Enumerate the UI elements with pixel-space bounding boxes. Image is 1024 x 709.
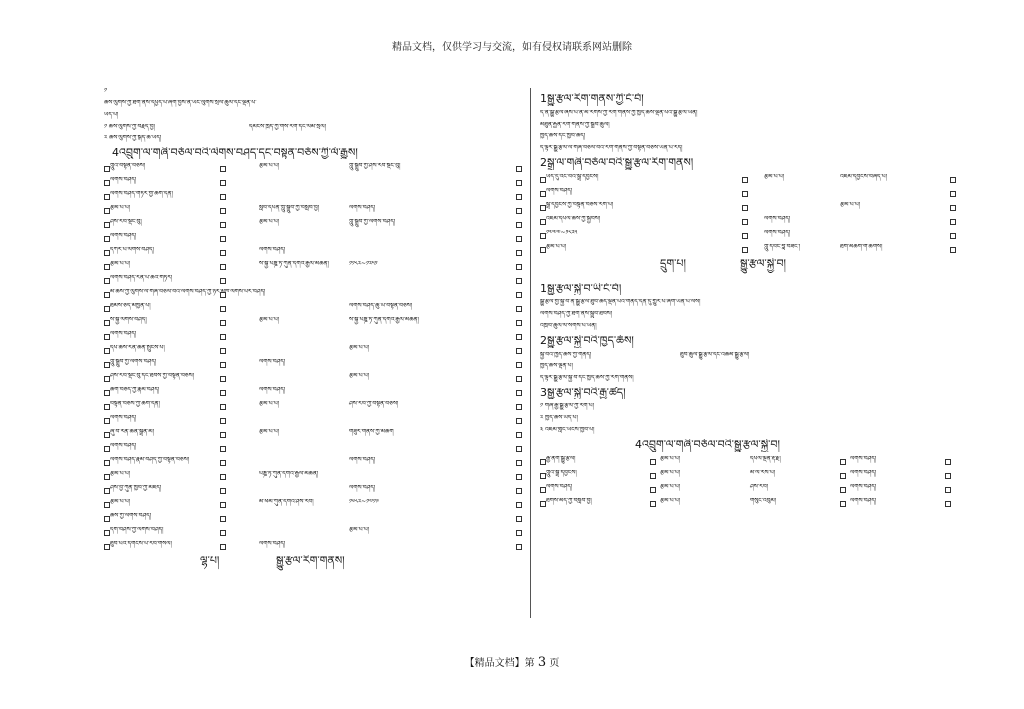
footer-prefix: 【精品文档】第 bbox=[464, 658, 535, 669]
checkbox-icon bbox=[104, 516, 110, 522]
row-cell: ཀླུའི་སྒྲ་དབྱངས། bbox=[546, 469, 577, 476]
checkbox-icon bbox=[220, 362, 226, 368]
checkbox-icon bbox=[104, 264, 110, 270]
table-row bbox=[540, 498, 958, 509]
row-cell: རྩོམ་པ་པོ། bbox=[110, 471, 131, 478]
checkbox-icon bbox=[104, 376, 110, 382]
row-cell: ལེགས་བཤད། bbox=[850, 469, 877, 476]
checkbox-icon bbox=[516, 222, 522, 228]
checkbox-icon bbox=[516, 460, 522, 466]
checkbox-icon bbox=[104, 530, 110, 536]
checkbox-icon bbox=[742, 247, 748, 253]
row-cell: ལེགས་བཤད། bbox=[110, 233, 137, 240]
row-cell: རྩོམ་པ་པོ། bbox=[660, 483, 681, 490]
checkbox-icon bbox=[104, 404, 110, 410]
table-row bbox=[540, 470, 958, 481]
checkbox-icon bbox=[220, 320, 226, 326]
row-cell: རྩོམ་པ་པོ། bbox=[764, 173, 785, 180]
table-row bbox=[104, 415, 522, 426]
row-cell: ལེགས་བཤད། bbox=[764, 215, 791, 222]
row-cell: འཇམ་དབྱངས་བཞད་པ། bbox=[840, 173, 887, 180]
row-cell: ལེགས་བཤད། bbox=[850, 483, 877, 490]
row-cell: རྩོམ་པ་པོ། bbox=[349, 527, 370, 534]
checkbox-icon bbox=[220, 516, 226, 522]
checkbox-icon bbox=[516, 278, 522, 284]
left-line: ༢ ཆོས་ལུགས་ཀྱི་སྐད་ཆ་ཡོད། bbox=[104, 134, 162, 141]
checkbox-icon bbox=[104, 166, 110, 172]
checkbox-icon bbox=[950, 205, 956, 211]
checkbox-icon bbox=[516, 306, 522, 312]
checkbox-icon bbox=[104, 222, 110, 228]
checkbox-icon bbox=[742, 233, 748, 239]
row-cell: ལེགས་བཤད། bbox=[110, 331, 137, 338]
row-cell: སློབ་དཔོན་ཀླུ་སྒྲུབ་ཀྱི་བསླབ་བྱ། bbox=[259, 205, 320, 212]
chapter-number: དྲུག་པ། bbox=[660, 257, 686, 270]
row-cell: རྩོམ་པ་པོ། bbox=[259, 317, 280, 324]
checkbox-icon bbox=[540, 233, 546, 239]
table-row bbox=[104, 359, 522, 370]
checkbox-icon bbox=[104, 544, 110, 550]
checkbox-icon bbox=[104, 446, 110, 452]
checkbox-icon bbox=[104, 306, 110, 312]
table-row bbox=[104, 485, 522, 496]
checkbox-icon bbox=[104, 208, 110, 214]
row-cell: ལེགས་བཤད། bbox=[850, 497, 877, 504]
right-line: དེ་ནི་སྒྱུ་རྩལ་ཞེས་པ་ནི་མི་རིགས་ཀྱི་རིག་གནས་ཀྱི་ཁྱད་ཆོས་ལྡན་པའི་སྒྱུ་རྩལ་ཡིན། bbox=[540, 109, 698, 116]
checkbox-icon bbox=[220, 418, 226, 424]
checkbox-icon bbox=[516, 516, 522, 522]
row-cell: རྩོམ་པ་པོ། bbox=[840, 201, 861, 208]
left-line: ཡོད་པ། bbox=[104, 111, 119, 118]
checkbox-icon bbox=[516, 348, 522, 354]
table-row bbox=[104, 457, 522, 468]
checkbox-icon bbox=[840, 487, 846, 493]
checkbox-icon bbox=[516, 180, 522, 186]
table-row bbox=[104, 261, 522, 272]
checkbox-icon bbox=[220, 208, 226, 214]
footer-suffix: 页 bbox=[549, 658, 560, 669]
row-cell: ལེགས་བཤད། bbox=[259, 541, 286, 548]
checkbox-icon bbox=[220, 236, 226, 242]
checkbox-icon bbox=[104, 292, 110, 298]
checkbox-icon bbox=[104, 194, 110, 200]
right-rows bbox=[540, 174, 958, 258]
checkbox-icon bbox=[220, 250, 226, 256]
table-row bbox=[104, 303, 522, 314]
row-cell: ཚིག་བཅད་ཀྱི་རྣམ་བཤད། bbox=[110, 387, 160, 394]
row-cell: ལེགས་བཤད་གཏེར་གྱི་ཚིག་དོན། bbox=[110, 191, 173, 198]
checkbox-icon bbox=[104, 348, 110, 354]
checkbox-icon bbox=[104, 250, 110, 256]
center-heading bbox=[540, 258, 958, 278]
table-row bbox=[104, 373, 522, 384]
row-cell: ལེགས་བཤད། bbox=[546, 483, 573, 490]
checkbox-icon bbox=[104, 236, 110, 242]
row-cell: ཀླུ་སྒྲུབ་ཀྱི་ལེགས་བཤད། bbox=[349, 219, 396, 226]
checkbox-icon bbox=[516, 390, 522, 396]
row-cell: རྩོམ་པ་པོ། bbox=[110, 205, 131, 212]
row-cell: ༡༧༧༧~༡༨༢༥ bbox=[546, 229, 578, 236]
table-row bbox=[540, 456, 958, 467]
checkbox-icon bbox=[540, 205, 546, 211]
right-line-right: ཐུབ་ཚུལ་སྒྱུ་རྩལ་དང་འཆམ་སྒྱུ་རྩལ། bbox=[680, 351, 750, 358]
row-cell: དཔལ་ལྡན་རྡོ་རྗེ། bbox=[750, 455, 781, 462]
checkbox-icon bbox=[516, 236, 522, 242]
row-cell: རྒྱ་ནག་སྒྱུ་རྩལ། bbox=[546, 455, 576, 462]
row-cell: མི་ལ་རས་པ། bbox=[750, 469, 776, 476]
checkbox-icon bbox=[516, 530, 522, 536]
row-cell: ཤེས་རབ། bbox=[750, 483, 769, 490]
right-line: ཁྱད་ཆོས་ལྡན་པ། bbox=[540, 362, 573, 369]
row-cell: རྩོམ་པ་པོ། bbox=[546, 243, 567, 250]
checkbox-icon bbox=[950, 247, 956, 253]
table-row bbox=[104, 191, 522, 202]
checkbox-icon bbox=[516, 376, 522, 382]
checkbox-icon bbox=[220, 180, 226, 186]
row-cell: ལེགས་བཤད། bbox=[349, 457, 376, 464]
row-cell: རྩོམ་པ་པོ། bbox=[259, 163, 280, 170]
page-footer bbox=[0, 654, 1024, 670]
row-cell: ༡༡༨༢~༡༢༥༡ bbox=[349, 261, 378, 268]
row-cell: ལེགས་བཤད། bbox=[764, 229, 791, 236]
checkbox-icon bbox=[516, 264, 522, 270]
checkbox-icon bbox=[104, 320, 110, 326]
checkbox-icon bbox=[220, 166, 226, 172]
checkbox-icon bbox=[950, 233, 956, 239]
checkbox-icon bbox=[220, 292, 226, 298]
checkbox-icon bbox=[540, 247, 546, 253]
checkbox-icon bbox=[104, 362, 110, 368]
right-line: སྒྱུ་རྩལ་གྱི་སྐྱེ་བ་ནི་སྒྱུ་རྩལ་ཐུབ་ཚད་ལྡན་པའི་གནད་དོན་དུ་གྱུར་པ་ཞིག་ཡིན་པ་ལས། bbox=[540, 299, 701, 306]
checkbox-icon bbox=[516, 418, 522, 424]
checkbox-icon bbox=[540, 177, 546, 183]
table-row bbox=[104, 331, 522, 342]
row-cell: ཀླུ་དབང་བློ་བཟང་། bbox=[764, 243, 801, 250]
section-heading: 3སྒྱུ་རྩལ་སྐྱེ་བའི་རྒྱ་ཚད། bbox=[540, 386, 626, 399]
table-row bbox=[104, 177, 522, 188]
row-cell: ལེགས་བཤད་ཆུ་ཡི་བསྟན་བཅོས། bbox=[349, 303, 413, 310]
table-row bbox=[540, 202, 958, 213]
checkbox-icon bbox=[104, 334, 110, 340]
table-row bbox=[540, 244, 958, 255]
checkbox-icon bbox=[950, 191, 956, 197]
checkbox-icon bbox=[840, 473, 846, 479]
row-cell: པཎྜི་ཏ་ཀུན་དགའ་རྒྱལ་མཚན། bbox=[259, 471, 319, 478]
checkbox-icon bbox=[742, 191, 748, 197]
checkbox-icon bbox=[220, 390, 226, 396]
row-cell: རྩོམ་པ་པོ། bbox=[660, 455, 681, 462]
right-line: དེ་ལྟར་སྒྱུ་རྩལ་ལ་གཞི་བཅོལ་བའི་རིག་གནས་ཀྱི་བསྟན་བཅོས་ཡིན་པ་རེད། bbox=[540, 145, 683, 152]
table-row bbox=[104, 513, 522, 524]
checkbox-icon bbox=[650, 473, 656, 479]
checkbox-icon bbox=[516, 208, 522, 214]
checkbox-icon bbox=[220, 194, 226, 200]
row-cell: ལེགས་བཤད་རྣམ་བཤད་ཀྱི་བསྟན་བཅོས། bbox=[110, 457, 190, 464]
checkbox-icon bbox=[950, 219, 956, 225]
checkbox-icon bbox=[516, 362, 522, 368]
checkbox-icon bbox=[945, 473, 951, 479]
checkbox-icon bbox=[540, 459, 546, 465]
row-cell: ཐོགས་མེད་ཀྱི་བསླབ་བྱ། bbox=[546, 497, 592, 504]
checkbox-icon bbox=[220, 278, 226, 284]
checkbox-icon bbox=[540, 473, 546, 479]
row-cell: རྩོམ་པ་པོ། bbox=[110, 261, 131, 268]
checkbox-icon bbox=[220, 544, 226, 550]
row-cell: ཐུབ་པའི་དགོངས་པ་རབ་གསལ། bbox=[110, 541, 172, 548]
section-heading: 1སྒྱུ་རྩལ་སྐྱེ་བ་ཡི་ངོ་བོ། bbox=[540, 282, 622, 295]
checkbox-icon bbox=[742, 205, 748, 211]
table-row bbox=[540, 174, 958, 185]
chapter-title: སྒྱུ་རྩལ་སྐྱེ་བ། bbox=[740, 257, 786, 270]
row-cell: ལེགས་བཤད། bbox=[110, 443, 137, 450]
row-cell: ལེགས་བཤད། bbox=[110, 177, 137, 184]
table-row bbox=[540, 216, 958, 227]
row-cell: འཇམ་དཔལ་ཆོས་ཀྱི་སྐྱབས། bbox=[546, 215, 601, 222]
checkbox-icon bbox=[220, 446, 226, 452]
table-row bbox=[540, 484, 958, 495]
table-row bbox=[104, 471, 522, 482]
row-cell: ཤེས་རབ་ཀྱི་བསྟན་བཅོས། bbox=[349, 401, 399, 408]
checkbox-icon bbox=[104, 502, 110, 508]
checkbox-icon bbox=[516, 166, 522, 172]
table-row bbox=[104, 443, 522, 454]
checkbox-icon bbox=[516, 446, 522, 452]
checkbox-icon bbox=[742, 177, 748, 183]
checkbox-icon bbox=[104, 278, 110, 284]
row-cell: ཐེག་མཆོག་གི་ཚོགས། bbox=[840, 243, 883, 250]
right-line: འཁྲབ་ཚུལ་ལ་སོགས་པ་ཡིན། bbox=[540, 323, 597, 330]
checkbox-icon bbox=[516, 488, 522, 494]
header-note: 精品文档，仅供学习与交流，如有侵权请联系网站删除 bbox=[392, 42, 632, 53]
section-heading: 4འབྲུག་ལ་གཞི་བཅོལ་བའི་ལེགས་བཤད་དང་བསྟན་བཅོས་ཀྱི་ལོ་རྒྱུས། bbox=[112, 146, 358, 159]
right-line bbox=[540, 352, 958, 363]
left-footer-heading bbox=[104, 555, 522, 575]
table-row bbox=[104, 345, 522, 356]
checkbox-icon bbox=[840, 459, 846, 465]
left-rows bbox=[104, 163, 522, 555]
row-cell: དཀར་པོ་ལེགས་བཤད། bbox=[110, 247, 154, 254]
checkbox-icon bbox=[220, 376, 226, 382]
right-line: ༣ འཛམ་གླིང་ཡོངས་ཁྱབ་པ། bbox=[540, 427, 595, 433]
table-row bbox=[104, 205, 522, 216]
row-cell: ཀླུའི་བསྟན་བཅོས། bbox=[110, 163, 146, 170]
row-cell: རྩོམ་པ་པོ། bbox=[660, 469, 681, 476]
row-cell: ས་སྐྱ་པཎྜི་ཏ་ཀུན་དགའ་རྒྱལ་མཚན། bbox=[259, 261, 329, 268]
table-row bbox=[104, 401, 522, 412]
row-cell: ཤེས་བྱ་ཀུན་ཁྱབ་ཀྱི་མཛོད། bbox=[110, 485, 162, 492]
section-heading: 4འབྲུག་ལ་གཞི་བཅོལ་བའི་སྒྱུ་རྩལ་སྐྱེ་བ། bbox=[635, 438, 780, 451]
checkbox-icon bbox=[516, 292, 522, 298]
row-cell: མི་ཆོས་ཀྱི་ལུགས་ལ་གཞི་བཅོལ་བའི་ལེགས་བཤད་ཀྱི་ཉེར་མཁོ་ལེགས་པར་བཤད། bbox=[110, 289, 266, 296]
table-row bbox=[104, 219, 522, 230]
checkbox-icon bbox=[220, 474, 226, 480]
checkbox-icon bbox=[220, 264, 226, 270]
chapter-title: སྒྱུ་རྩལ་རིག་གནས། bbox=[276, 555, 345, 568]
checkbox-icon bbox=[516, 432, 522, 438]
table-row bbox=[104, 289, 522, 300]
checkbox-icon bbox=[540, 487, 546, 493]
row-cell: བསྟན་བཅོས་ཀྱི་ཚིག་དོན། bbox=[110, 401, 160, 408]
row-cell: ས་སྐྱ་པཎྜི་ཏ་ཀུན་དགའ་རྒྱལ་མཚན། bbox=[349, 317, 419, 324]
row-cell: རྩོམ་པ་པོ། bbox=[110, 499, 131, 506]
row-cell: ཆོས་ཀྱི་ལེགས་བཤད། bbox=[110, 513, 152, 520]
table-row bbox=[104, 317, 522, 328]
checkbox-icon bbox=[220, 306, 226, 312]
checkbox-icon bbox=[220, 404, 226, 410]
checkbox-icon bbox=[516, 320, 522, 326]
row-cell: དགེ་བཤེས་ཀྱི་ལེགས་བཤད། bbox=[110, 527, 164, 534]
checkbox-icon bbox=[104, 488, 110, 494]
row-cell: ཤེས་རབ་སྡོང་བུ། bbox=[110, 219, 142, 226]
checkbox-icon bbox=[742, 219, 748, 225]
table-row bbox=[104, 527, 522, 538]
checkbox-icon bbox=[104, 474, 110, 480]
checkbox-icon bbox=[104, 180, 110, 186]
checkbox-icon bbox=[650, 459, 656, 465]
left-line: ཆོས་ལུགས་ཀྱི་ཐོག་ནས་དཔྱད་པ་ཞིག་བྱས་ན་ཡང་ལུགས་སྲོལ་ཚུལ་དང་ལྡན་པ་ bbox=[104, 99, 257, 106]
right-line: མཐུན་རྐྱེན་རིག་གནས་ཀྱི་སྒྲུབ་ཚུལ། bbox=[540, 121, 610, 128]
row-cell: ཞུ་བ་རིན་ཆེན་སྒྲོན་མེ། bbox=[110, 429, 154, 436]
checkbox-icon bbox=[220, 432, 226, 438]
checkbox-icon bbox=[840, 501, 846, 507]
section-heading: 2སྒྲ་ལ་གཞི་བཅོལ་བའི་སྒྱུ་རྩལ་རིག་གནས། bbox=[540, 157, 694, 170]
table-row bbox=[104, 499, 522, 510]
right-line: ༢ ཁྱད་ཆོས་ཡོད་པ། bbox=[540, 415, 578, 422]
checkbox-icon bbox=[104, 432, 110, 438]
left-line-text: ༡ ཆོས་ལུགས་ཀྱི་བརྗོད་བྱ། bbox=[104, 123, 155, 130]
right-rows bbox=[540, 456, 958, 512]
checkbox-icon bbox=[220, 348, 226, 354]
checkbox-icon bbox=[516, 404, 522, 410]
row-cell: ལེགས་བཤད། bbox=[349, 205, 376, 212]
chapter-number: ལྷ་པ། bbox=[200, 555, 220, 568]
checkbox-icon bbox=[540, 191, 546, 197]
checkbox-icon bbox=[950, 177, 956, 183]
checkbox-icon bbox=[220, 530, 226, 536]
checkbox-icon bbox=[104, 418, 110, 424]
row-cell: ལེགས་བཤད། bbox=[259, 359, 286, 366]
checkbox-icon bbox=[220, 334, 226, 340]
right-line: ༡ གཞི་རྒྱ་སྒྱུ་རྩལ་ཀྱི་རིག་པ། bbox=[540, 403, 594, 410]
row-cell: ༡༦༨༢~༡༧༡༩ bbox=[349, 499, 379, 506]
row-cell: ས་སྐྱ་ལེགས་བཤད། bbox=[110, 317, 147, 324]
row-cell: ཐམས་ཅད་མཁྱེན་པ། bbox=[110, 303, 151, 310]
row-cell: དཔེ་ཆོས་རིན་ཆེན་སྤུངས་པ། bbox=[110, 345, 165, 352]
row-cell: ཀླུ་སྒྲུབ་ཀྱི་ལེགས་བཤད། bbox=[110, 359, 157, 366]
row-cell: ཀླུ་སྒྲུབ་ཀྱི་ཤེས་རབ་སྡོང་བུ། bbox=[349, 163, 401, 170]
checkbox-icon bbox=[516, 544, 522, 550]
checkbox-icon bbox=[104, 460, 110, 466]
right-line: ལེགས་བཤད་ཀྱི་ཐོག་ནས་སྒྲུབ་ཐབས། bbox=[540, 311, 613, 318]
row-cell: ཤེས་རབ་སྡོང་བུ་དང་ཐབས་ཀྱི་བསྟན་བཅོས། bbox=[110, 373, 195, 380]
checkbox-icon bbox=[220, 460, 226, 466]
checkbox-icon bbox=[516, 474, 522, 480]
checkbox-icon bbox=[104, 390, 110, 396]
table-row bbox=[104, 429, 522, 440]
table-row bbox=[104, 387, 522, 398]
table-row bbox=[540, 230, 958, 241]
right-line: དེ་ལྟར་སྒྱུ་རྩལ་སྐྱེ་བ་དང་ཁྱད་ཆོས་ཀྱི་རིག་གནས། bbox=[540, 374, 634, 381]
row-cell: ལེགས་བཤད། bbox=[850, 455, 877, 462]
right-line-text: སྐྱེ་བའི་ཁྱད་ཆོས་ཀྱི་གནད། bbox=[540, 351, 592, 358]
row-cell: རྩོམ་པ་པོ། bbox=[259, 401, 280, 408]
checkbox-icon bbox=[945, 487, 951, 493]
row-cell: ལེགས་བཤད། bbox=[259, 387, 286, 394]
checkbox-icon bbox=[220, 502, 226, 508]
right-column bbox=[540, 88, 958, 512]
row-cell: ལེགས་བཤད། bbox=[259, 247, 286, 254]
row-cell: སྒྲ་དབྱངས་ཀྱི་བསྟན་བཅོས་རིག་པ། bbox=[546, 201, 614, 208]
section-heading: 2སྒྱུ་རྩལ་སྐྱེ་བའི་ཁྱད་ཆོས། bbox=[540, 335, 634, 348]
checkbox-icon bbox=[650, 487, 656, 493]
table-row bbox=[104, 275, 522, 286]
left-line: ༡ bbox=[104, 88, 107, 94]
checkbox-icon bbox=[516, 502, 522, 508]
checkbox-icon bbox=[650, 501, 656, 507]
row-cell: རྩོམ་པ་པོ། bbox=[259, 429, 280, 436]
checkbox-icon bbox=[220, 488, 226, 494]
right-line: ཁྱད་ཆོས་དང་ཁྱབ་ཚད། bbox=[540, 133, 586, 140]
left-column bbox=[104, 88, 522, 575]
row-cell: གཟུར་གནས་ཀྱི་མཆོག bbox=[349, 429, 394, 436]
row-cell: རྩོམ་པ་པོ། bbox=[349, 373, 370, 380]
left-line bbox=[104, 124, 522, 135]
checkbox-icon bbox=[540, 501, 546, 507]
left-line-right: དམངས་ཁྲོད་ཀྱི་གསོ་རིག་དང་ལམ་སྲོལ། bbox=[249, 123, 326, 130]
table-row bbox=[540, 188, 958, 199]
checkbox-icon bbox=[540, 219, 546, 225]
checkbox-icon bbox=[220, 222, 226, 228]
table-row bbox=[104, 541, 522, 552]
row-cell: ལེགས་བཤད། bbox=[349, 485, 376, 492]
section-heading: 1སྒྱུ་རྩལ་རིག་གནས་ཀྱི་ངོ་བོ། bbox=[540, 93, 644, 105]
row-cell: ལེགས་བཤད་རིན་པོ་ཆེའི་གཏེར། bbox=[110, 275, 173, 282]
row-cell: རྩོམ་པ་པོ། bbox=[349, 345, 370, 352]
row-cell: ཡིད་དུ་འོང་བའི་སྒྲ་དབྱངས། bbox=[546, 173, 599, 180]
checkbox-icon bbox=[516, 194, 522, 200]
row-cell: ལེགས་བཤད། bbox=[546, 187, 573, 194]
table-row bbox=[104, 247, 522, 258]
row-cell: མི་ཕམ་ཀུན་དགའ་ཤེས་རབ། bbox=[259, 499, 314, 506]
row-cell: གསུང་འབུམ། bbox=[750, 497, 776, 504]
column-divider bbox=[530, 88, 531, 618]
table-row bbox=[104, 163, 522, 174]
checkbox-icon bbox=[945, 459, 951, 465]
checkbox-icon bbox=[516, 250, 522, 256]
row-cell: རྩོམ་པ་པོ། bbox=[259, 219, 280, 226]
checkbox-icon bbox=[516, 334, 522, 340]
row-cell: ལེགས་བཤད། bbox=[110, 415, 137, 422]
table-row bbox=[104, 233, 522, 244]
row-cell: རྩོམ་པ་པོ། bbox=[660, 497, 681, 504]
page-number: 3 bbox=[537, 655, 547, 670]
checkbox-icon bbox=[945, 501, 951, 507]
